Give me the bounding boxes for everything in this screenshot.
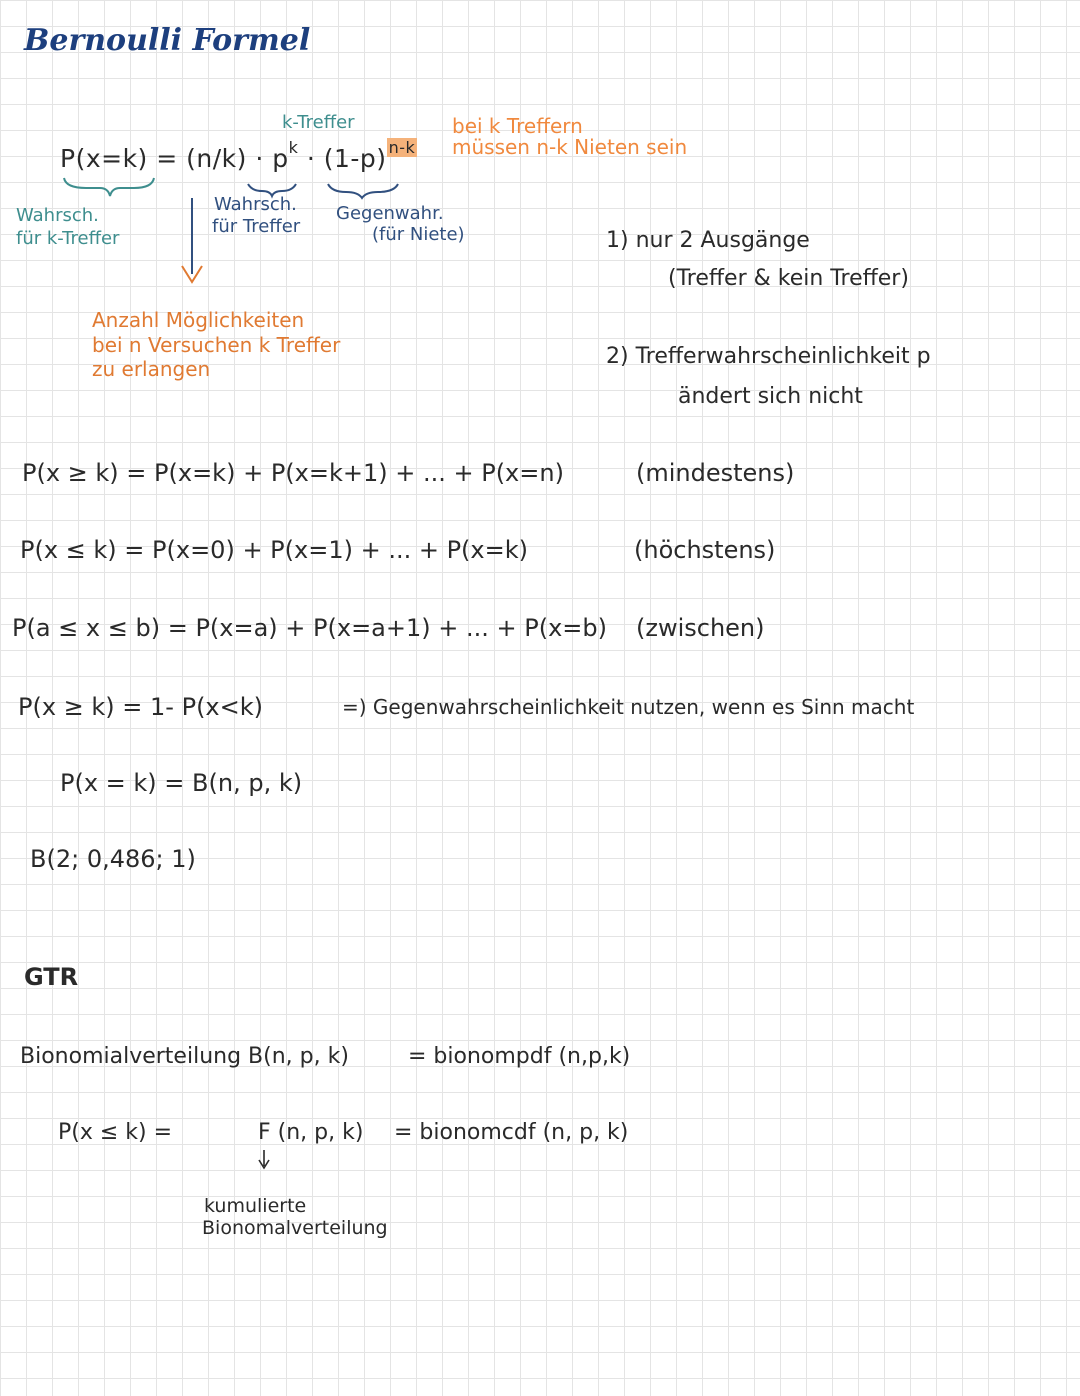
- anzahl-line-2: bei n Versuchen k Treffer: [92, 333, 341, 357]
- gtr-heading: GTR: [24, 963, 79, 991]
- gtr-line-2-c: = bionomcdf (n, p, k): [394, 1120, 629, 1145]
- formula-lhs: P(x=k) =: [60, 144, 187, 173]
- formula-binom: (n/k): [186, 144, 247, 173]
- formula-tail: · (1-p): [298, 144, 387, 173]
- rule-zwischen: P(a ≤ x ≤ b) = P(x=a) + P(x=a+1) + ... + P(x=b): [12, 614, 607, 642]
- page-title: Bernoulli Formel: [24, 23, 311, 58]
- condition-1-a: 1) nur 2 Ausgänge: [606, 228, 810, 253]
- binomial-example: B(2; 0,486; 1): [30, 845, 196, 873]
- label-treffer-1: Wahrsch.: [214, 194, 297, 215]
- gtr-line-2-b: F (n, p, k): [258, 1120, 364, 1145]
- brace-p: [248, 184, 296, 196]
- anzahl-line-3: zu erlangen: [92, 357, 211, 381]
- formula-exp-nk: n-k: [388, 138, 416, 157]
- condition-1-b: (Treffer & kein Treffer): [668, 266, 909, 291]
- kumulierte-line-2: Bionomalverteilung: [202, 1217, 388, 1239]
- condition-2-b: ändert sich nicht: [678, 384, 863, 409]
- label-k-treffer: k-Treffer: [282, 112, 355, 133]
- rule-hoechstens: P(x ≤ k) = P(x=0) + P(x=1) + ... + P(x=k): [20, 536, 528, 564]
- label-gegen-2: (für Niete): [372, 224, 465, 245]
- brace-lhs: [64, 178, 154, 196]
- label-gegen-1: Gegenwahr.: [336, 203, 444, 224]
- orange-note-1: bei k Treffern: [452, 114, 583, 138]
- small-arrow: [259, 1150, 269, 1168]
- gtr-line-1-a: Bionomialverteilung B(n, p, k): [20, 1044, 349, 1069]
- rule-gegen: P(x ≥ k) = 1- P(x<k): [18, 693, 264, 721]
- label-wahrsch-2: für k-Treffer: [16, 228, 120, 249]
- label-wahrsch-1: Wahrsch.: [16, 205, 99, 226]
- kumulierte-line-1: kumulierte: [204, 1195, 307, 1217]
- condition-2-a: 2) Trefferwahrscheinlichkeit p: [606, 344, 931, 369]
- binomial-definition: P(x = k) = B(n, p, k): [60, 769, 303, 797]
- note-mindestens: (mindestens): [636, 459, 795, 487]
- gtr-line-1-b: = bionompdf (n,p,k): [408, 1044, 631, 1069]
- brace-1mp: [328, 184, 398, 198]
- rule-mindestens: P(x ≥ k) = P(x=k) + P(x=k+1) + ... + P(x=n): [22, 459, 564, 487]
- anzahl-line-1: Anzahl Möglichkeiten: [92, 308, 305, 332]
- formula-mid: · p: [246, 144, 289, 173]
- formula-exp-k: k: [288, 138, 299, 157]
- label-treffer-2: für Treffer: [212, 216, 301, 237]
- orange-note-2: müssen n-k Nieten sein: [452, 135, 688, 159]
- gtr-line-2-a: P(x ≤ k) =: [58, 1120, 173, 1145]
- note-zwischen: (zwischen): [636, 614, 765, 642]
- note-gegen: =) Gegenwahrscheinlichkeit nutzen, wenn es Sinn macht: [342, 695, 915, 719]
- note-hoechstens: (höchstens): [634, 536, 776, 564]
